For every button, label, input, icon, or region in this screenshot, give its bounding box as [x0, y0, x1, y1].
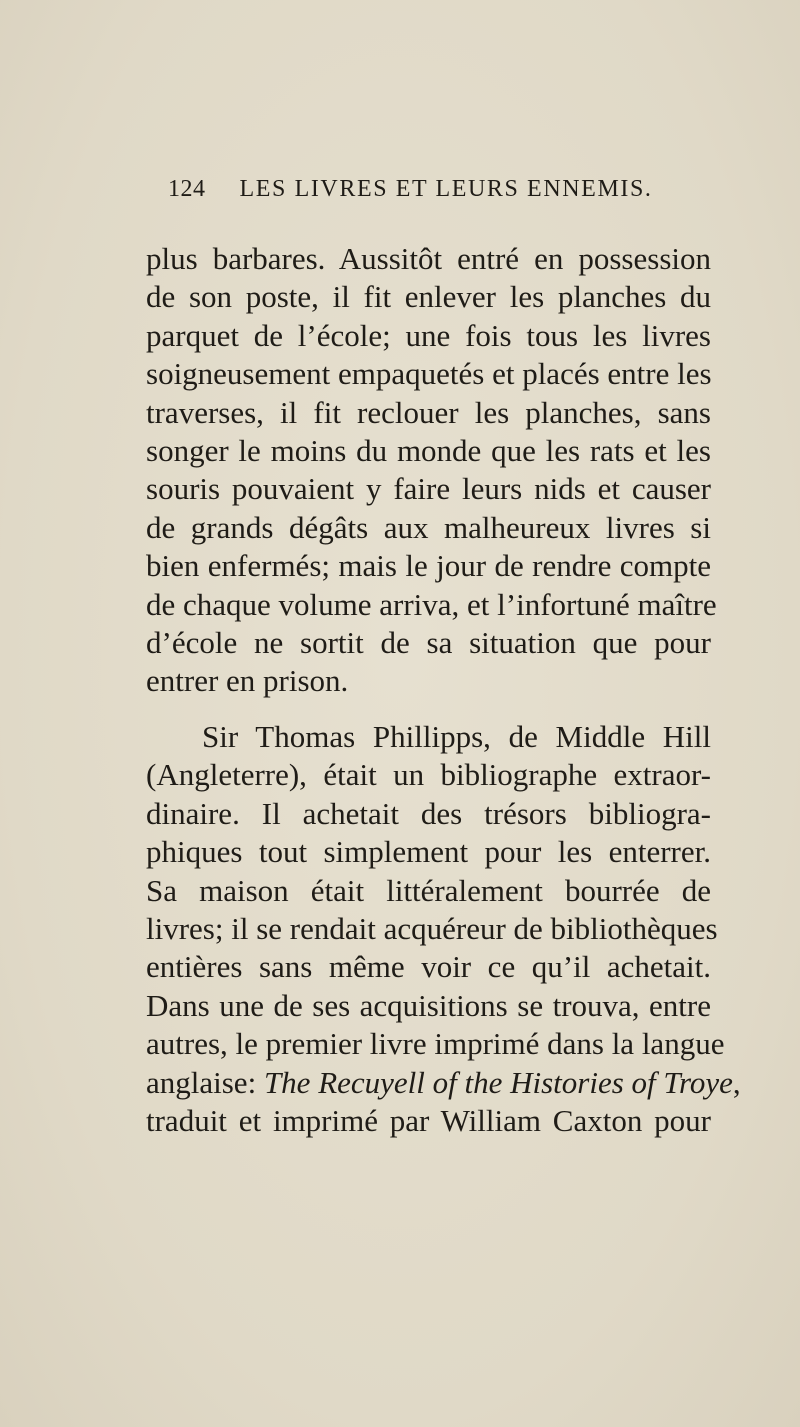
paragraph-1 [146, 240, 717, 701]
text-line: traverses, il fit reclouer les planches, sans [146, 394, 711, 430]
text-line: autres, le premier livre imprimé dans la langue [146, 1026, 725, 1062]
text-line: entières sans même voir ce qu’il achetait. [146, 949, 711, 985]
text-line: traduit et imprimé par William Caxton pour [146, 1102, 711, 1138]
text-line: Sir Thomas Phillipps, de Middle Hill [202, 719, 711, 754]
text-line: de grands dégâts aux malheureux livres si [146, 509, 711, 545]
page-number: 124 [168, 176, 206, 202]
text-line: parquet de l’école; une fois tous les livres [146, 317, 711, 353]
text-line: phiques tout simplement pour les enterrer. [146, 834, 711, 870]
text-fragment: anglaise: [146, 1064, 264, 1100]
text-line: soigneusement empaquetés et placés entre les [146, 356, 712, 392]
book-title-italic: The Recuyell of the Histories of Troye [263, 1064, 733, 1100]
text-fragment: , [732, 1064, 741, 1100]
text-line: dinaire. Il achetait des trésors bibliogra- [146, 795, 711, 831]
text-line: entrer en prison. [146, 663, 349, 699]
running-title: LES LIVRES ET LEURS ENNEMIS. [239, 176, 653, 202]
text-line: souris pouvaient y faire leurs nids et causer [146, 471, 711, 507]
text-line: livres; il se rendait acquéreur de bibliothèques [146, 910, 718, 946]
text-line-with-title [146, 1064, 741, 1102]
text-line: de chaque volume arriva, et l’infortuné maître [146, 586, 717, 622]
text-line: plus barbares. Aussitôt entré en possession [146, 241, 711, 276]
running-header [168, 176, 708, 203]
paragraph-2 [146, 718, 741, 1140]
text-line: Dans une de ses acquisitions se trouva, entre [146, 987, 711, 1023]
text-line: d’école ne sortit de sa situation que pour [146, 624, 711, 660]
text-line: (Angleterre), était un bibliographe extraor- [146, 757, 711, 793]
text-line: de son poste, il fit enlever les planches du [146, 279, 711, 315]
text-line: songer le moins du monde que les rats et les [146, 432, 711, 468]
text-line: Sa maison était littéralement bourrée de [146, 872, 711, 908]
text-line: bien enfermés; mais le jour de rendre compte [146, 548, 711, 584]
